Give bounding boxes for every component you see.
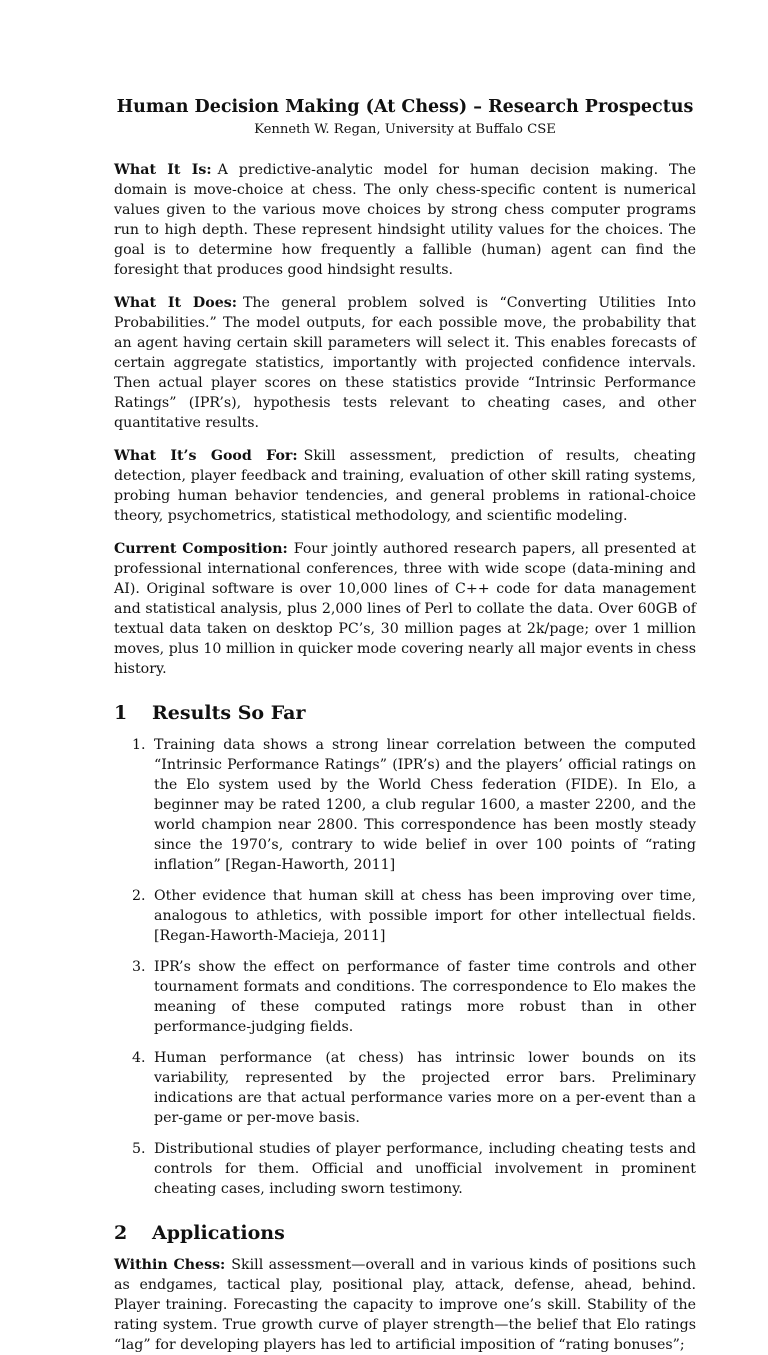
list-item: 4. Human performance (at chess) has intrinsic lower bounds on its variability, represented by the projected error bars. Preliminary indications are that actual performance varies more on a per-event than a per-game or per-move basis. — [132, 1050, 696, 1126]
paragraph-within-chess — [114, 1255, 696, 1355]
list-item: 3. IPR’s show the effect on performance of faster time controls and other tournament formats and conditions. The correspondence to Elo makes the meaning of these computed ratings more robust than in other performance-judging fields. — [132, 959, 696, 1035]
paragraph-text: The general problem solved is “Converting Utilities Into Probabilities.” The model outputs, for each possible move, the probability that an agent having certain skill parameters will select it. This enables forecasts of certain aggregate statistics, importantly with projected confidence intervals. Then actual player scores on these statistics provide “Intrinsic Performance Ratings” (IPR’s), hypothesis tests relevant to cheating cases, and other quantitative results. — [114, 295, 696, 431]
paragraph-good-for — [114, 446, 696, 526]
section-heading-results — [114, 701, 696, 725]
results-list — [114, 735, 696, 1199]
list-item: 1. Training data shows a strong linear correlation between the computed “Intrinsic Performance Ratings” (IPR’s) and the players’ official ratings on the Elo system used by the World Chess federation (FIDE). In Elo, a beginner may be rated 1200, a club regular 1600, a master 2200, and the world champion near 2800. This correspondence has been mostly steady since the 1970’s, contrary to wide belief in over 100 points of “rating inflation” [Regan-Haworth, 2011] — [132, 737, 696, 873]
list-item: 2. Other evidence that human skill at chess has been improving over time, analogous to athletics, with possible import for other intellectual fields. [Regan-Haworth-Macieja, 2011] — [132, 888, 696, 944]
runin-heading: What It Is: — [114, 162, 212, 178]
list-item-text: Other evidence that human skill at chess has been improving over time, analogous to athletics, with possible import for other intellectual fields. [Regan-Haworth-Macieja, 2011] — [154, 888, 696, 944]
intro-block — [114, 160, 696, 679]
runin-heading: What It Does: — [114, 295, 237, 311]
author-line: Kenneth W. Regan, University at Buffalo CSE — [254, 122, 556, 137]
paragraph-text: Four jointly authored research papers, all presented at professional international conferences, three with wide scope (data-mining and AI). Original software is over 10,000 lines of C++ code for data management and statistical analysis, plus 2,000 lines of Perl to collate the data. Over 60GB of textual data taken on desktop PC’s, 30 million pages at 2k/page; over 1 million moves, plus 10 million in quicker mode covering nearly all major events in chess history. — [114, 541, 696, 677]
section-title: Results So Far — [152, 702, 306, 724]
list-item-text: Distributional studies of player performance, including cheating tests and controls for them. Official and unofficial involvement in prominent cheating cases, including sworn testimony. — [154, 1141, 696, 1197]
list-item-text: Training data shows a strong linear correlation between the computed “Intrinsic Performance Ratings” (IPR’s) and the players’ official ratings on the Elo system used by the World Chess federation (FIDE). In Elo, a beginner may be rated 1200, a club regular 1600, a master 2200, and the world champion near 2800. This correspondence has been mostly steady since the 1970’s, contrary to wide belief in over 100 points of “rating inflation” [Regan-Haworth, 2011] — [154, 737, 696, 873]
list-item: 5. Distributional studies of player performance, including cheating tests and controls for them. Official and unofficial involvement in prominent cheating cases, including sworn testimony. — [132, 1141, 696, 1197]
paragraph-composition — [114, 539, 696, 679]
paragraph-what-it-is — [114, 160, 696, 280]
paper-title: Human Decision Making (At Chess) – Research Prospectus — [116, 97, 694, 117]
paragraph-text: A predictive-analytic model for human decision making. The domain is move-choice at chess. The only chess-specific content is numerical values given to the various move choices by strong chess computer programs run to high depth. These represent hindsight utility values for the choices. The goal is to determine how frequently a fallible (human) agent can find the foresight that produces good hindsight results. — [114, 162, 696, 278]
section-heading-applications — [114, 1221, 696, 1245]
section-number: 2 — [114, 1222, 128, 1244]
list-item-text: IPR’s show the effect on performance of faster time controls and other tournament formats and conditions. The correspondence to Elo makes the meaning of these computed ratings more robust than in other performance-judging fields. — [154, 959, 696, 1035]
list-item-text: Human performance (at chess) has intrinsic lower bounds on its variability, represented by the projected error bars. Preliminary indications are that actual performance varies more on a per-event than a per-game or per-move basis. — [154, 1050, 696, 1126]
paragraph-what-it-does — [114, 293, 696, 433]
runin-heading: Within Chess: — [114, 1257, 226, 1273]
section-number: 1 — [114, 702, 128, 724]
paragraph-text: Skill assessment, prediction of results, cheating detection, player feedback and training, evaluation of other skill rating systems, probing human behavior tendencies, and general problems in rational-choice theory, psychometrics, statistical methodology, and scientific modeling. — [114, 448, 696, 524]
runin-heading: What It’s Good For: — [114, 448, 298, 464]
paragraph-text: Skill assessment—overall and in various kinds of positions such as endgames, tactical play, positional play, attack, defense, ahead, behind. Player training. Forecasting the capacity to improve one’s skill. Stability of the rating system. True growth curve of player strength—the belief that Elo ratings “lag” for developing players has led to artificial imposition of “rating bonuses”; — [114, 1257, 696, 1353]
section-title: Applications — [152, 1222, 285, 1244]
runin-heading: Current Composition: — [114, 541, 288, 557]
